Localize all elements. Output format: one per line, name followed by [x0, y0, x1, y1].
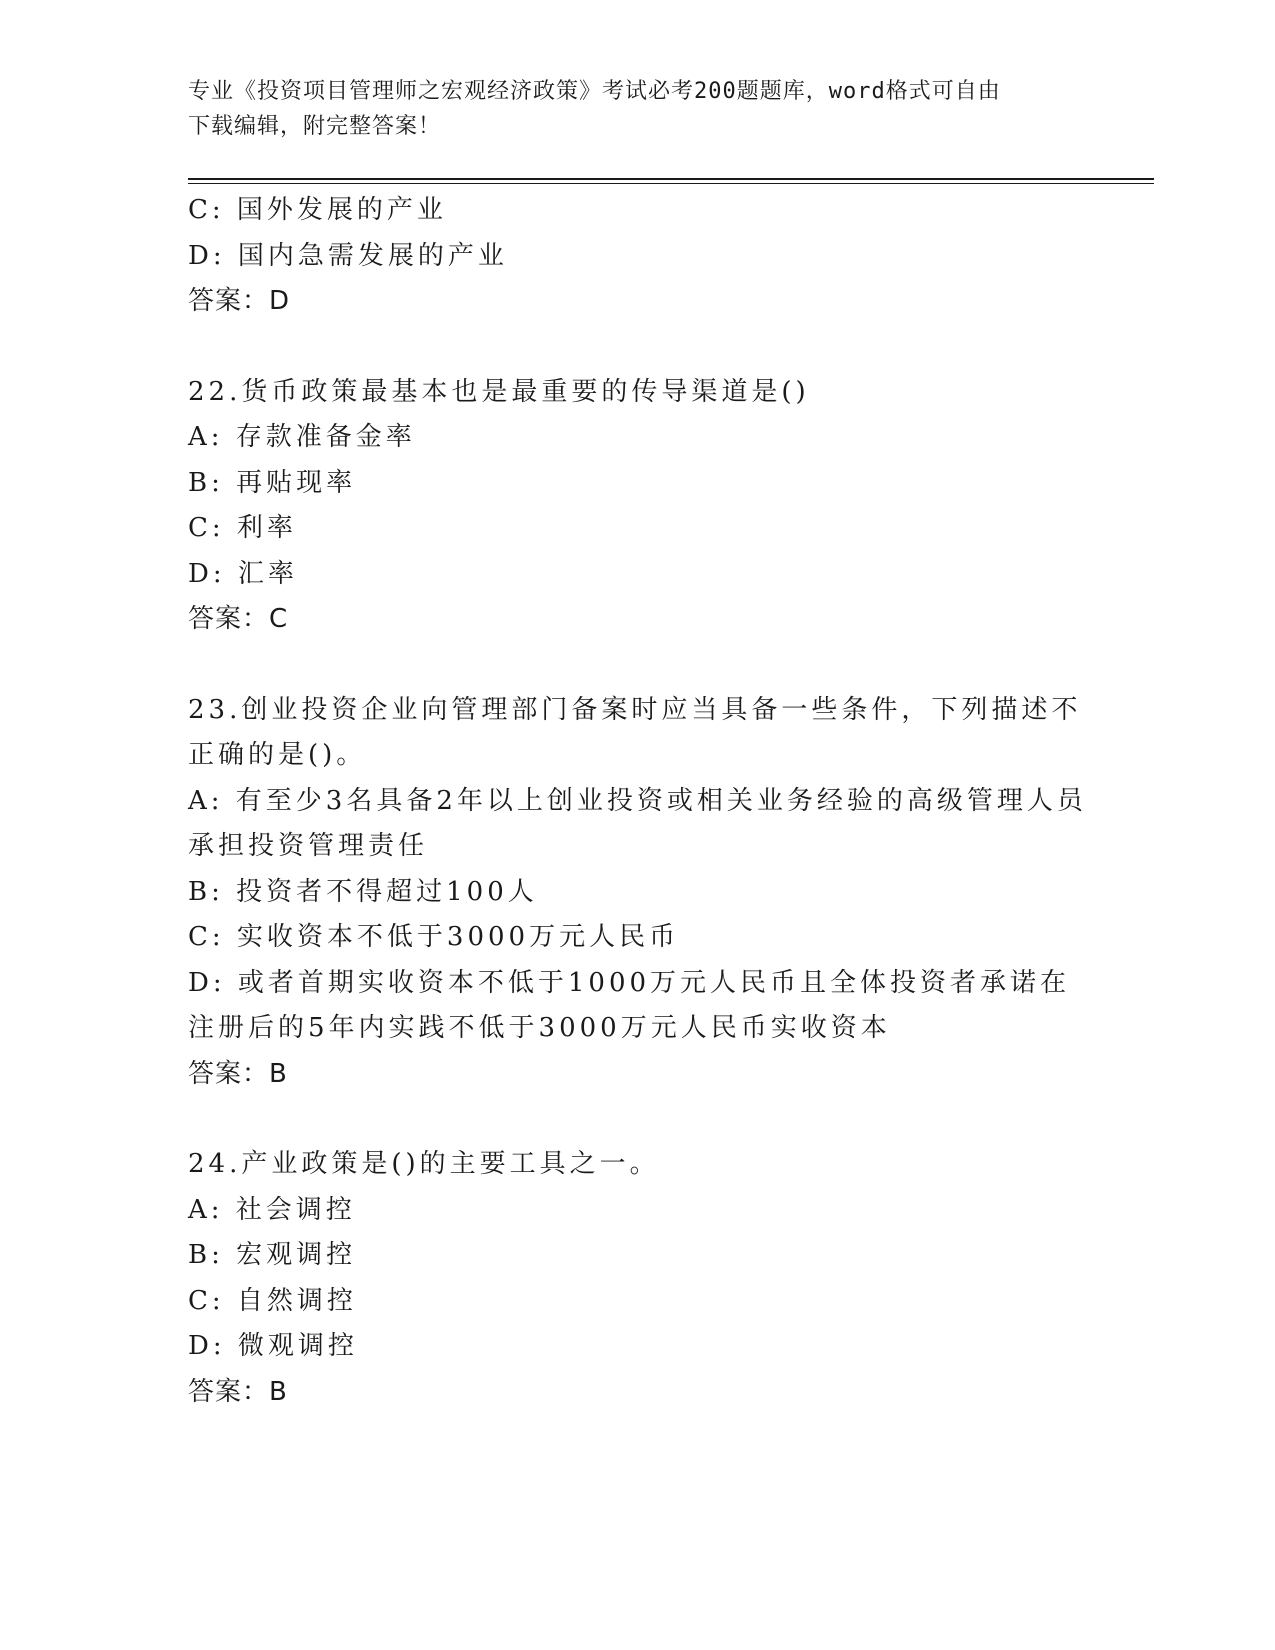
header-line-2: 下载编辑，附完整答案！: [188, 114, 442, 139]
option-c: C: 国外发展的产业: [188, 195, 447, 225]
option-c: C: 实收资本不低于3000万元人民币: [188, 922, 680, 952]
question-22: [188, 370, 1088, 643]
option-d: D: 或者首期实收资本不低于1000万元人民币且全体投资者承诺在注册后的5年内实践不低于3000万元人民币实收资本: [188, 967, 1071, 1043]
document-header: [188, 74, 1088, 144]
question-23: [188, 688, 1088, 1098]
answer-line: 答案：B: [188, 1376, 288, 1407]
answer-line: 答案：D: [188, 286, 291, 316]
option-d: D: 汇率: [188, 558, 298, 589]
option-a: A: 社会调控: [188, 1194, 356, 1225]
spacer: [188, 1097, 1088, 1142]
question-24: [188, 1142, 1088, 1415]
option-a: A: 有至少3名具备2年以上创业投资或相关业务经验的高级管理人员承担投资管理责任: [188, 785, 1087, 861]
question-stem: 24.产业政策是()的主要工具之一。: [188, 1149, 660, 1179]
document-body: [188, 188, 1088, 1415]
option-d: D: 微观调控: [188, 1331, 358, 1361]
spacer: [188, 325, 1088, 370]
option-c: C: 利率: [188, 513, 297, 543]
spacer: [188, 643, 1088, 688]
question-21-continued: [188, 188, 1088, 325]
option-d: D: 国内急需发展的产业: [188, 240, 508, 271]
question-stem: 23.创业投资企业向管理部门备案时应当具备一些条件，下列描述不正确的是()。: [188, 694, 1082, 770]
option-b: B: 再贴现率: [188, 467, 357, 498]
option-a: A: 存款准备金率: [188, 422, 416, 452]
option-b: B: 宏观调控: [188, 1240, 357, 1270]
option-b: B: 投资者不得超过100人: [188, 876, 538, 907]
header-divider-thin: [188, 183, 1154, 184]
header-line-1: 专业《投资项目管理师之宏观经济政策》考试必考200题题库，word格式可自由: [188, 79, 1001, 104]
option-c: C: 自然调控: [188, 1285, 357, 1316]
header-divider-thick: [188, 178, 1154, 180]
answer-line: 答案：C: [188, 604, 289, 634]
answer-line: 答案：B: [188, 1058, 288, 1089]
question-stem: 22.货币政策最基本也是最重要的传导渠道是(): [188, 376, 810, 407]
